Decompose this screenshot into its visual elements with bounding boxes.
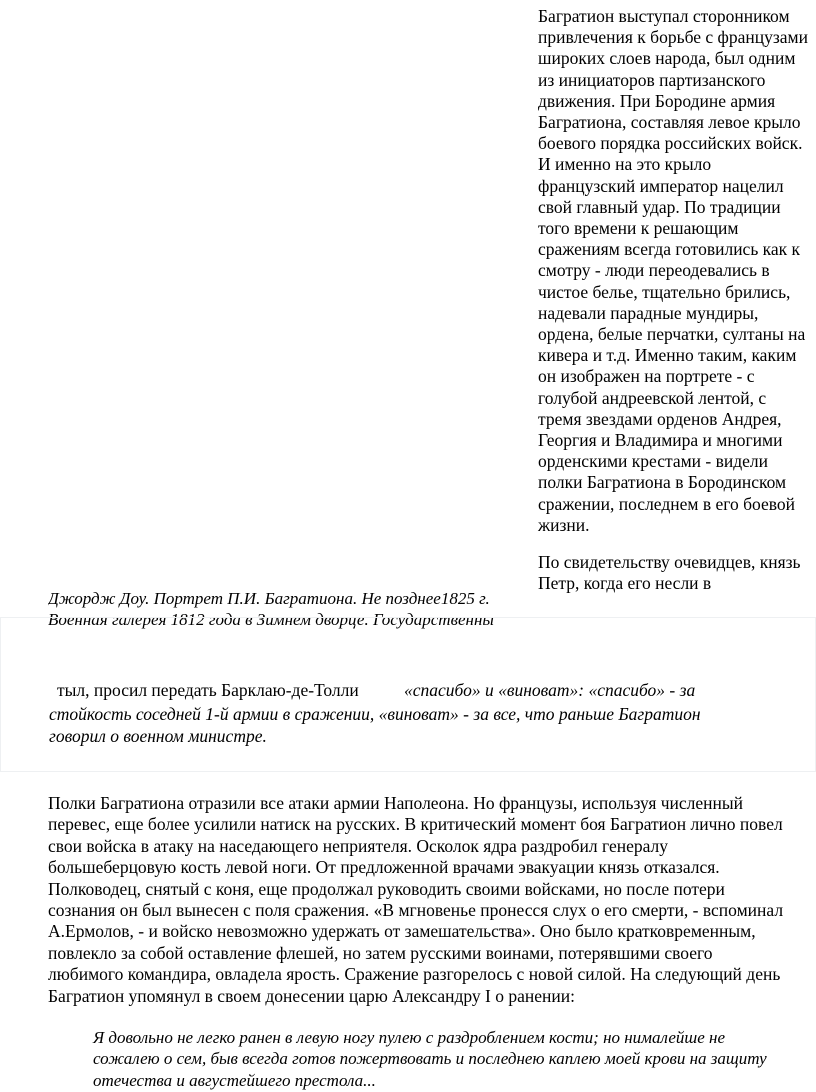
quote-paragraph: Я довольно не легко ранен в левую ногу пулею с раздроблением кости; но нималейше не сожалею о сем, быв всегда готов пожертвовать и последнею каплею моей крови на защиту отечества и августейшего престола... xyxy=(93,1028,767,1090)
continuation-line-2: стойкость соседней 1-й армии в сражении, «виноват» - за все, что раньше Багратион xyxy=(49,704,701,724)
continuation-box xyxy=(0,617,816,772)
right-column-text xyxy=(538,6,810,594)
continuation-line-1-plain: тыл, просил передать Барклаю-де-Толли xyxy=(57,680,359,700)
column-paragraph-2: По свидетельству очевидцев, князь Петр, когда его несли в xyxy=(538,552,801,594)
column-paragraph-1: Багратион выступал сторонником привлечения к борьбе с французами широких слоев народа, был одним из инициаторов партизанского движения. При Бородине армия Багратиона, составляя левое крыло боевого порядка российских войск. И именно на это крыло французский император нацелил свой главный удар. По традиции того времени к решающим сражениям всегда готовились как к смотру - люди переодевались в чистое белье, тщательно брились, надевали парадные мундиры, ордена, белые перчатки, султаны на кивера и т.д. Именно таким, каким он изображен на портрете - с голубой андреевской лентой, с тремя звездами орденов Андрея, Георгия и Владимира и многими орденскими крестами - видели полки Багратиона в Бородинском сражении, последнем в его боевой жизни. xyxy=(538,6,808,535)
caption-line-1: Джордж Доу. Портрет П.И. Багратиона. Не позднее1825 г. xyxy=(48,589,490,608)
continuation-line-3: говорил о военном министре. xyxy=(49,726,267,746)
main-paragraph: Полки Багратиона отразили все атаки армии Наполеона. Но французы, используя численный перевес, еще более усилили натиск на русских. В критический момент боя Багратион лично повел свои войска в атаку на наседающего неприятеля. Осколок ядра раздробил генералу большеберцовую кость левой ноги. От предложенной врачами эвакуации князь отказался. Полководец, снятый с коня, еще продолжал руководить своими войсками, но после потери сознания он был вынесен с поля сражения. «В мгновенье пронесся слух о его смерти, - вспоминал А.Ермолов, - и войско невозможно удержать от замешательства». Оно было кратковременным, повлекло за собой оставление флешей, но затем русскими воинами, потерявшими своего любимого командира, овладела ярость. Сражение разгорелось с новой силой. На следующий день Багратион упомянул в своем донесении царю Александру I о ранении: xyxy=(48,793,784,1006)
caption-line-2: Военная галерея 1812 года в Зимнем дворце. Государственны xyxy=(48,610,494,629)
continuation-line-1-italic: «спасибо» и «виноват»: «спасибо» - за xyxy=(404,680,696,700)
